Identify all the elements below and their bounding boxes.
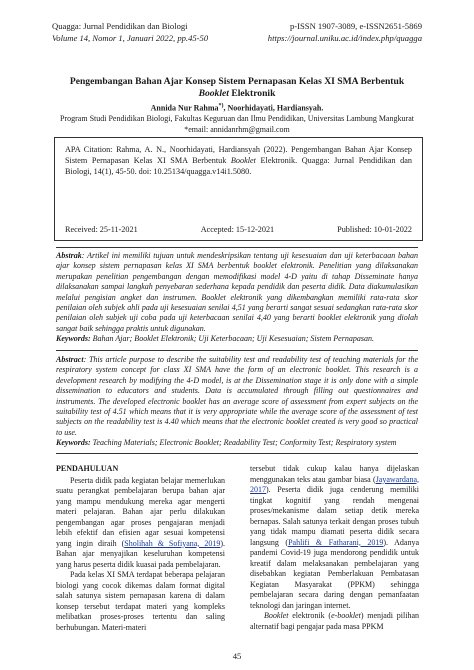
paragraph: Booklet elektronik (e-booklet) menjadi pilihan alternatif bagi pengajar pada masa PPKM [250,611,419,631]
issn: p-ISSN 1907-3089, e-ISSN2651-5869 [289,21,422,31]
abstract-text: : This article purpose to describe the suitability test and readability test of teaching materials for the respiratory system concept for class XI SMA have the form of an electronic booklet. This research is a development research by modifying the 4-D model, is at the Dissemination stage it is only done with a simple dissemination to educators and students. Data is accumulated through filling out questionnaires and instruments. The developed electronic booklet has an average score of assessment from expert subjects on the suitability test of 4.51 which means that it is very appropriate while the average score of the assessment of test subjects on the readability test is 4.40 which means that the electronic booklet created is very good so practical to use. [56,355,418,437]
running-header [52,20,422,44]
author-names: Annida Nur Rahma*), Noorhidayati, Hardiansyah. [150,103,324,113]
keywords-en: Teaching Materials; Electronic Booklet; Readability Test; Conformity Test; Respiratory system [92,438,397,448]
accepted-date: Accepted: 15-12-2021 [200,225,275,234]
abstrak-label: Abstrak [56,251,82,260]
divider [56,453,418,454]
abstract-label: Abstract [56,355,84,364]
received-date: Received: 25-11-2021 [65,225,138,234]
volume-info: Volume 14, Nomor 1, Januari 2022, pp.45-50 [52,33,209,43]
keywords-label: Keywords: [56,334,91,344]
right-column [250,464,419,632]
abstrak-text: : Artikel ini memiliki tujuan untuk mendeskripsikan tentang uji kesesuaian dan uji keterbacaan bahan ajar konsep sistem pernapasan kelas XI SMA berbentuk booklet elektronik. Penelitian yang dilaksanakan merupakan penelitian pengembangan dengan memodifikasi model 4-D yaitu di tahap Disseminate hanya dilaksanakan sampai langkah penyebaran sederhana kepada pendidik dan peserta didik. Data diakumulasikan melalui pengisian angket dan instrumen. Booklet elektronik yang dikembangkan memiliki rata-rata skor penilaian oleh subjek ahli pada uji kesesuaian senilai 4,51 yang berarti sangat sesuai sedangkan rata-rata skor penilaian oleh subjek uji coba pada uji keterbacaan senilai 4,40 yang berarti booklet elektronik yang diolah sangat baik sehingga praktis untuk digunakan. [56,251,418,333]
journal-name: Quagga: Jurnal Pendidikan dan Biologi [52,21,188,31]
paragraph: Peserta didik pada kegiatan belajar memerlukan suatu perangkat pembelajaran berupa bahan ajar yang mampu mendukung mereka agar mengerti materi pelajaran. Bahan ajar perlu dilakukan pengembangan agar proses pengajaran menjadi lebih efektif dan efisien agar sesuai kompetensi yang ingin diraih (Sholihah & Sofiyana, 2019). Bahan ajar menyajikan keseluruhan kompetensi yang harus peserta didik kuasai pada pembelajaran. [56,475,225,569]
divider [56,350,418,351]
citation-link[interactable]: Sholihah & Sofiyana, 2019 [124,538,221,548]
page-number: 45 [232,651,242,661]
title-tail: Elektronik [231,88,276,99]
citation-link[interactable]: Pahlifi & Fatharani, 2019 [288,537,384,547]
apa-citation: APA Citation: Rahma, A. N., Noorhidayati, Hardiansyah (2022). Pengembangan Bahan Ajar Konsep Sistem Pernapasan Kelas XI SMA Berbentuk Booklet Elektronik. Quagga: Jurnal Pendidikan dan Biologi, 14(1), 45-50. doi: 10.25134/quagga.v14i1.5080. [65,145,412,176]
paragraph: Pada kelas XI SMA terdapat beberapa pelajaran biologi yang cocok dikemas dalam format digital salah satunya sistem pernapasan karena di dalam konsep tersebut terdapat materi yang kompleks melibatkan proses-proses tertentu dan saling berhubungan. Materi-materi [56,570,225,632]
left-column [56,464,225,633]
article-title [58,76,416,100]
citation-link[interactable]: Jayawardana, 2017 [250,474,419,494]
divider [56,247,418,248]
published-date: Published: 10-01-2022 [337,225,412,234]
affiliation: Program Studi Pendidikan Biologi, Fakultas Keguruan dan Ilmu Pendidikan, Universitas Lambung Mangkurat [60,114,414,124]
corresponding-email: *email: annidanrhm@gmail.com [184,124,290,134]
abstrak-section [56,251,418,345]
section-heading: PENDAHULUAN [56,464,119,473]
journal-url: https://journal.uniku.ac.id/index.php/quagga [267,33,422,43]
abstract-section [56,355,418,449]
keywords-id: Bahan Ajar; Booklet Elektronik; Uji Keterbacaan; Uji Kesesuaian; Sistem Pernapasan. [92,334,374,344]
keywords-label: Keywords: [56,438,91,448]
author-block [40,101,434,135]
citation-box [54,137,423,241]
title-italic-word: Booklet [198,88,229,99]
citation-label: APA Citation: [65,145,113,154]
title-main: Pengembangan Bahan Ajar Konsep Sistem Pernapasan Kelas XI SMA Berbentuk [69,76,405,87]
dates-row [65,224,412,235]
paragraph: tersebut tidak cukup kalau hanya dijelaskan menggunakan teks atau gambar biasa (Jayawardana, 2017). Peserta didik juga cenderung memiliki tingkat kognitif yang rendah mengenai proses/mekanisme dalam setiap detik mereka bernapas. Salah satunya terkait dengan proses tubuh yang tidak mampu diamati peserta didik secara langsung (Pahlifi & Fatharani, 2019). Adanya pandemi Covid-19 juga mendorong pendidik untuk kreatif dalam melaksanakan pembelajaran yang disebabkan kegiatan Pemberlakuan Pembatasan Kegiatan Masyarakat (PPKM) sehingga pembelajaran secara daring dengan pemanfaatan teknologi dan jaringan internet. [250,464,420,610]
